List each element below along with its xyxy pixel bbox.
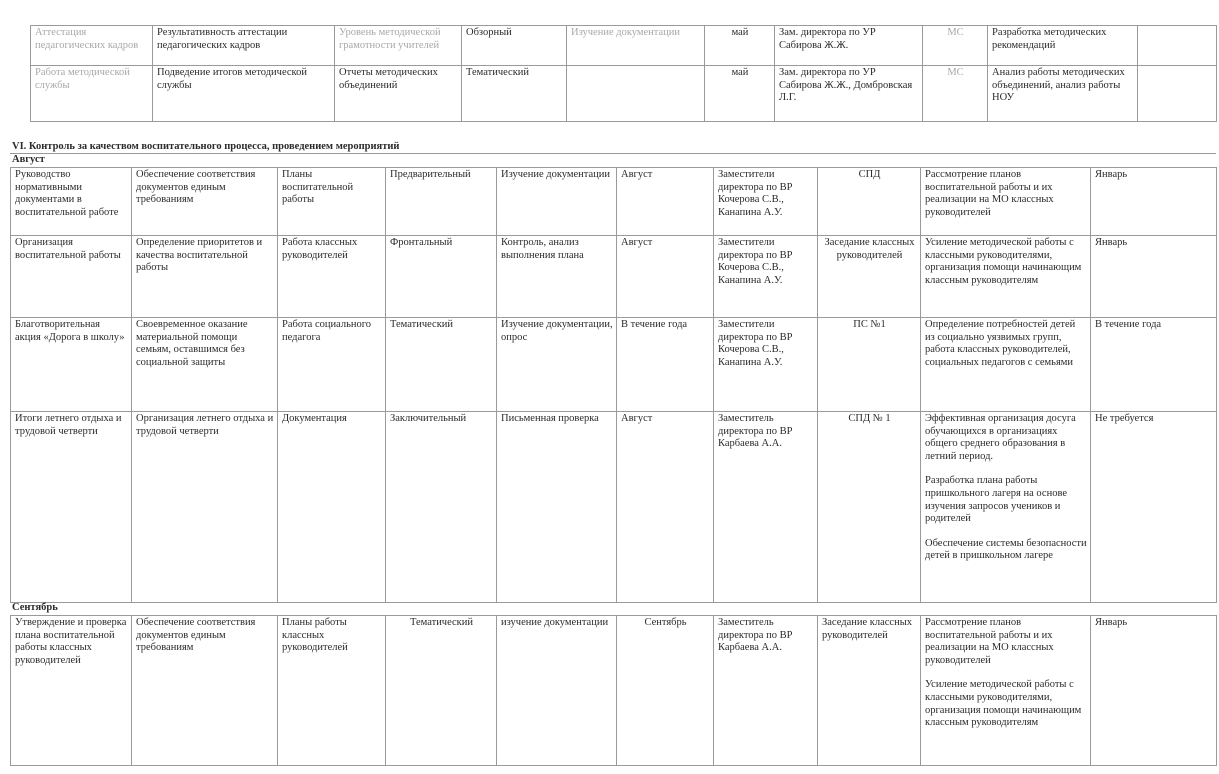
- table-cell: ПС №1: [818, 318, 921, 412]
- september-table: [10, 615, 1217, 766]
- table-cell: Тематический: [386, 318, 497, 412]
- table-cell: изучение документации: [497, 616, 617, 766]
- table-cell: Контроль, анализ выполнения плана: [497, 236, 617, 318]
- table-cell: Уровень методической грамотности учителей: [335, 26, 462, 66]
- table-cell: Август: [617, 236, 714, 318]
- table-cell: [1138, 66, 1217, 122]
- table-cell: Сентябрь: [617, 616, 714, 766]
- table-cell: [567, 66, 705, 122]
- table-cell: Разработка методических рекомендаций: [988, 26, 1138, 66]
- table-cell: СПД: [818, 168, 921, 236]
- table-cell: Фронтальный: [386, 236, 497, 318]
- table-cell: Тематический: [386, 616, 497, 766]
- table-cell: Заседание классных руководителей: [818, 616, 921, 766]
- table-cell: В течение года: [1091, 318, 1217, 412]
- table-cell: В течение года: [617, 318, 714, 412]
- table-cell: Заместители директора по ВР Кочерова С.В., Канапина А.У.: [714, 318, 818, 412]
- table-cell: Документация: [278, 412, 386, 603]
- month-heading-august: Август: [12, 154, 45, 165]
- table-cell: Предварительный: [386, 168, 497, 236]
- table-cell: Отчеты методических объединений: [335, 66, 462, 122]
- table-cell: Изучение документации: [497, 168, 617, 236]
- table-cell: май: [705, 26, 775, 66]
- table-cell: Не требуется: [1091, 412, 1217, 603]
- table-cell: Обеспечение соответствия документов единым требованиям: [132, 616, 278, 766]
- table-cell: Заседание классных руководителей: [818, 236, 921, 318]
- table-cell: Зам. директора по УР Сабирова Ж.Ж.: [775, 26, 923, 66]
- table-cell: Определение приоритетов и качества воспитательной работы: [132, 236, 278, 318]
- result-paragraph: Рассмотрение планов воспитательной работы и их реализации на МО классных руководителей: [925, 617, 1054, 666]
- result-paragraph: Усиление методической работы с классными руководителями, организация помощи начинающим классным руководителям: [925, 679, 1082, 729]
- table-cell: Обеспечение соответствия документов единым требованиям: [132, 168, 278, 236]
- table-cell: Август: [617, 168, 714, 236]
- result-paragraph: Разработка плана работы пришкольного лагеря на основе изучения запросов учеников и родителей: [925, 475, 1068, 525]
- table-row: [11, 168, 1217, 236]
- result-paragraph: Обеспечение системы безопасности детей в пришкольном лагере: [925, 537, 1087, 562]
- table-cell: Заместители директора по ВР Кочерова С.В., Канапина А.У.: [714, 236, 818, 318]
- table-cell: Итоги летнего отдыха и трудовой четверти: [11, 412, 132, 603]
- result-paragraph: Эффективная организация досуга обучающихся в организациях общего среднего образования в летний период.: [925, 413, 1076, 462]
- table-cell: Аттестация педагогических кадров: [31, 26, 153, 66]
- table-cell: Подведение итогов методической службы: [153, 66, 335, 122]
- table-row: [11, 318, 1217, 412]
- table-row: [11, 236, 1217, 318]
- table-cell: [921, 412, 1091, 603]
- table-row: [11, 616, 1217, 766]
- table-cell: май: [705, 66, 775, 122]
- table-cell: [921, 616, 1091, 766]
- table-cell: Заместитель директора по ВР Карбаева А.А.: [714, 412, 818, 603]
- table-cell: МС: [923, 66, 988, 122]
- section-title: VI. Контроль за качеством воспитательного процесса, проведением мероприятий: [12, 141, 400, 152]
- table-cell: Работа методической службы: [31, 66, 153, 122]
- table-cell: Зам. директора по УР Сабирова Ж.Ж., Домбровская Л.Г.: [775, 66, 923, 122]
- month-heading-september: Сентябрь: [12, 602, 58, 613]
- table-cell: Благотворительная акция «Дорога в школу»: [11, 318, 132, 412]
- table-cell: Обзорный: [462, 26, 567, 66]
- table-cell: Письменная проверка: [497, 412, 617, 603]
- table-cell: Заместитель директора по ВР Карбаева А.А.: [714, 616, 818, 766]
- table-cell: Планы воспитательной работы: [278, 168, 386, 236]
- table-cell: Анализ работы методических объединений, анализ работы НОУ: [988, 66, 1138, 122]
- table-cell: Утверждение и проверка плана воспитательной работы классных руководителей: [11, 616, 132, 766]
- table-cell: [1138, 26, 1217, 66]
- table-cell: Руководство нормативными документами в воспитательной работе: [11, 168, 132, 236]
- table-cell: Изучение документации: [567, 26, 705, 66]
- table-cell: Работа классных руководителей: [278, 236, 386, 318]
- table-row: [31, 66, 1217, 122]
- table-cell: Организация летнего отдыха и трудовой четверти: [132, 412, 278, 603]
- table-row: [11, 412, 1217, 603]
- table-cell: Работа социального педагога: [278, 318, 386, 412]
- table-cell: Рассмотрение планов воспитательной работы и их реализации на МО классных руководителей: [921, 168, 1091, 236]
- table-cell: Август: [617, 412, 714, 603]
- top-table: [30, 25, 1217, 122]
- table-cell: Тематический: [462, 66, 567, 122]
- divider: [10, 153, 1216, 154]
- table-cell: Организация воспитательной работы: [11, 236, 132, 318]
- table-cell: Январь: [1091, 616, 1217, 766]
- table-cell: Определение потребностей детей из социально уязвимых групп, работа классных руководителей, социальных педагогов с семьями: [921, 318, 1091, 412]
- table-row: [31, 26, 1217, 66]
- table-cell: Заместители директора по ВР Кочерова С.В., Канапина А.У.: [714, 168, 818, 236]
- table-cell: Заключительный: [386, 412, 497, 603]
- table-cell: Январь: [1091, 168, 1217, 236]
- table-cell: Планы работы классных руководителей: [278, 616, 386, 766]
- table-cell: Результативность аттестации педагогических кадров: [153, 26, 335, 66]
- table-cell: Изучение документации, опрос: [497, 318, 617, 412]
- table-cell: МС: [923, 26, 988, 66]
- table-cell: Январь: [1091, 236, 1217, 318]
- table-cell: Своевременное оказание материальной помощи семьям, оставшимся без социальной защиты: [132, 318, 278, 412]
- august-table: [10, 167, 1217, 603]
- table-cell: СПД № 1: [818, 412, 921, 603]
- table-cell: Усиление методической работы с классными руководителями, организация помощи начинающим классным руководителям: [921, 236, 1091, 318]
